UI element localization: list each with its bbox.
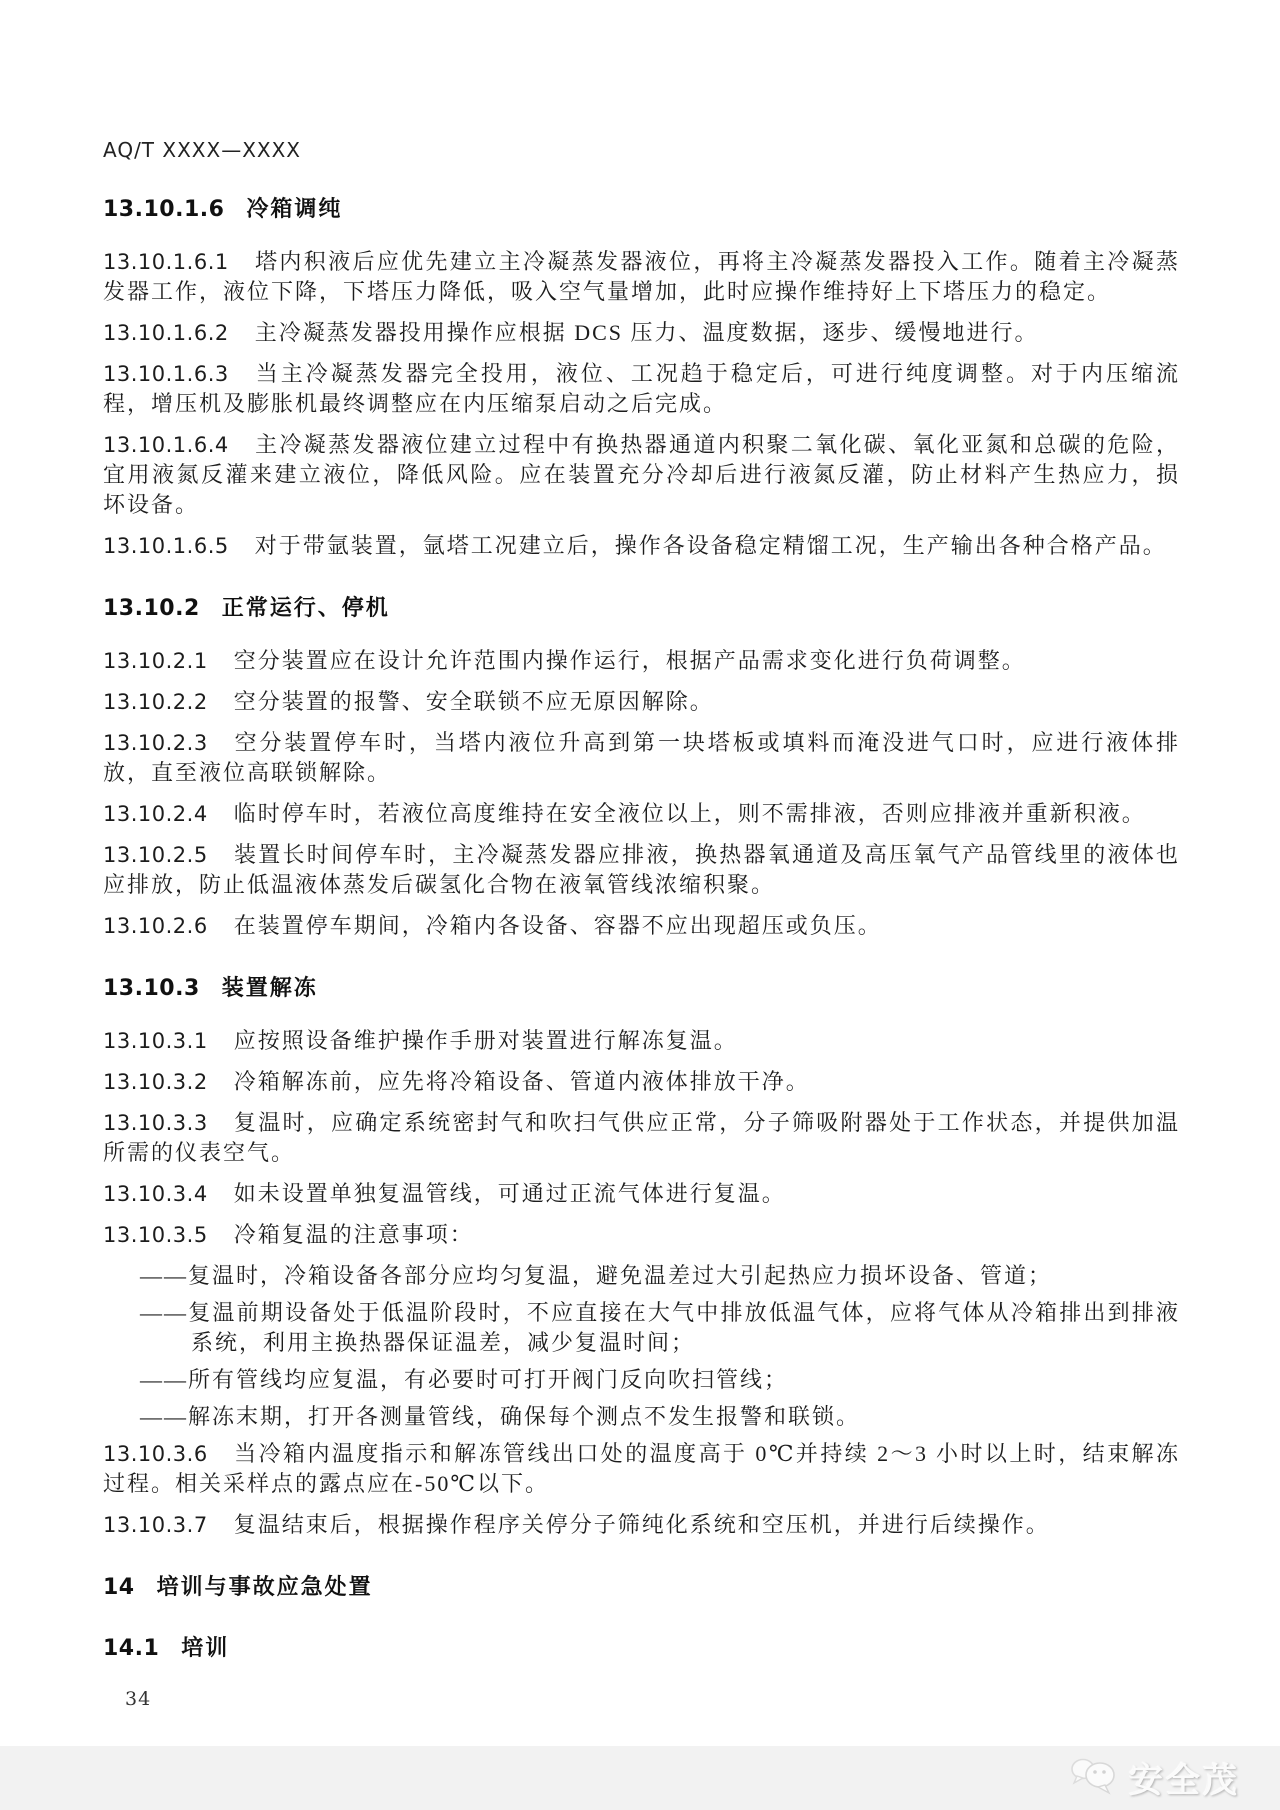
clause-text: 当冷箱内温度指示和解冻管线出口处的温度高于 0℃并持续 2～3 小时以上时，结束解冻过程。相关采样点的露点应在-50℃以下。	[103, 1441, 1180, 1496]
heading-number: 13.10.1.6	[103, 197, 225, 222]
clause	[103, 799, 1180, 829]
clause	[103, 646, 1180, 676]
clause	[103, 687, 1180, 717]
clause-text: 塔内积液后应优先建立主冷凝蒸发器液位，再将主冷凝蒸发器投入工作。随着主冷凝蒸发器工作，液位下降，下塔压力降低，吸入空气量增加，此时应操作维持好上下塔压力的稳定。	[103, 249, 1180, 304]
clause-number: 13.10.2.5	[103, 843, 208, 867]
clause	[103, 1510, 1180, 1540]
clause-number: 13.10.3.7	[103, 1513, 208, 1537]
list-item: ——复温前期设备处于低温阶段时，不应直接在大气中排放低温气体，应将气体从冷箱排出到排液系统，利用主换热器保证温差，减少复温时间；	[140, 1300, 1180, 1355]
clause-number: 13.10.1.6.5	[103, 534, 229, 558]
clause-number: 13.10.2.3	[103, 731, 208, 755]
clause-number: 13.10.2.4	[103, 802, 208, 826]
clause-text: 对于带氩装置，氩塔工况建立后，操作各设备稳定精馏工况，生产输出各种合格产品。	[254, 533, 1167, 558]
doc-code: AQ/T XXXX—XXXX	[103, 138, 301, 162]
section-heading	[103, 971, 1180, 1002]
clause-text: 冷箱复温的注意事项：	[233, 1222, 474, 1247]
clause-text: 应按照设备维护操作手册对装置进行解冻复温。	[233, 1028, 738, 1053]
clause	[103, 728, 1180, 788]
clause-number: 13.10.3.3	[103, 1111, 208, 1135]
watermark-label: 安全茂	[1129, 1762, 1240, 1800]
clause	[103, 1439, 1180, 1499]
heading-number: 14	[103, 1575, 135, 1600]
clause-number: 13.10.1.6.1	[103, 250, 229, 274]
clause-text: 复温时，应确定系统密封气和吹扫气供应正常，分子筛吸附器处于工作状态，并提供加温所需的仪表空气。	[103, 1110, 1180, 1165]
heading-number: 13.10.2	[103, 596, 200, 621]
heading-number: 14.1	[103, 1636, 160, 1661]
clause-number: 13.10.1.6.4	[103, 433, 229, 457]
clause-text: 如未设置单独复温管线，可通过正流气体进行复温。	[233, 1181, 786, 1206]
clause-number: 13.10.3.5	[103, 1223, 208, 1247]
clause-number: 13.10.2.6	[103, 914, 208, 938]
footer-bar	[0, 1746, 1280, 1810]
clause-text: 临时停车时，若液位高度维持在安全液位以上，则不需排液，否则应排液并重新积液。	[233, 801, 1146, 826]
clause-text: 当主冷凝蒸发器完全投用，液位、工况趋于稳定后，可进行纯度调整。对于内压缩流程，增压机及膨胀机最终调整应在内压缩泵启动之后完成。	[103, 361, 1180, 416]
clause-number: 13.10.3.4	[103, 1182, 208, 1206]
clause-text: 空分装置停车时，当塔内液位升高到第一块塔板或填料而淹没进气口时，应进行液体排放，直至液位高联锁解除。	[103, 730, 1180, 785]
clause-number: 13.10.3.2	[103, 1070, 208, 1094]
clause	[103, 430, 1180, 520]
clause-number: 13.10.2.1	[103, 649, 208, 673]
list-item: ——解冻末期，打开各测量管线，确保每个测点不发生报警和联锁。	[140, 1404, 861, 1429]
chapter-heading	[103, 1570, 1180, 1601]
clause-text: 在装置停车期间，冷箱内各设备、容器不应出现超压或负压。	[233, 913, 882, 938]
section-heading	[103, 192, 1180, 223]
clause-text: 主冷凝蒸发器投用操作应根据 DCS 压力、温度数据，逐步、缓慢地进行。	[254, 320, 1039, 345]
clause-number: 13.10.1.6.2	[103, 321, 229, 345]
heading-title: 装置解冻	[221, 975, 318, 1000]
clause	[103, 911, 1180, 941]
heading-title: 正常运行、停机	[221, 595, 390, 620]
clause-text: 主冷凝蒸发器液位建立过程中有换热器通道内积聚二氧化碳、氧化亚氮和总碳的危险，宜用液氮反灌来建立液位，降低风险。应在装置充分冷却后进行液氮反灌，防止材料产生热应力，损坏设备。	[103, 432, 1180, 517]
heading-number: 13.10.3	[103, 976, 200, 1001]
clause	[103, 840, 1180, 900]
heading-title: 冷箱调纯	[246, 196, 343, 221]
clause-text: 空分装置的报警、安全联锁不应无原因解除。	[233, 689, 714, 714]
section-heading	[103, 1631, 1180, 1662]
clause	[103, 531, 1180, 561]
clause-text: 装置长时间停车时，主冷凝蒸发器应排液，换热器氧通道及高压氧气产品管线里的液体也应排放，防止低温液体蒸发后碳氢化合物在液氧管线浓缩积聚。	[103, 842, 1180, 897]
clause-number: 13.10.1.6.3	[103, 362, 229, 386]
heading-title: 培训与事故应急处置	[156, 1574, 373, 1599]
clause-text: 冷箱解冻前，应先将冷箱设备、管道内液体排放干净。	[233, 1069, 810, 1094]
clause	[103, 1108, 1180, 1168]
clause	[103, 1026, 1180, 1056]
clause	[103, 1179, 1180, 1209]
clause-text: 复温结束后，根据操作程序关停分子筛纯化系统和空压机，并进行后续操作。	[233, 1512, 1050, 1537]
section-heading	[103, 591, 1180, 622]
list-item: ——所有管线均应复温，有必要时可打开阀门反向吹扫管线；	[140, 1367, 789, 1392]
chat-bubbles-icon	[1069, 1752, 1121, 1803]
watermark	[1069, 1752, 1240, 1803]
clause	[103, 318, 1180, 348]
clause-number: 13.10.2.2	[103, 690, 208, 714]
clause	[103, 359, 1180, 419]
clause	[103, 1220, 1180, 1250]
clause-text: 空分装置应在设计允许范围内操作运行，根据产品需求变化进行负荷调整。	[233, 648, 1026, 673]
clause	[103, 1067, 1180, 1097]
clause-number: 13.10.3.1	[103, 1029, 208, 1053]
clause-number: 13.10.3.6	[103, 1442, 208, 1466]
clause	[103, 247, 1180, 307]
list-item: ——复温时，冷箱设备各部分应均匀复温，避免温差过大引起热应力损坏设备、管道；	[140, 1263, 1053, 1288]
page-number: 34	[125, 1688, 152, 1710]
heading-title: 培训	[181, 1635, 230, 1660]
